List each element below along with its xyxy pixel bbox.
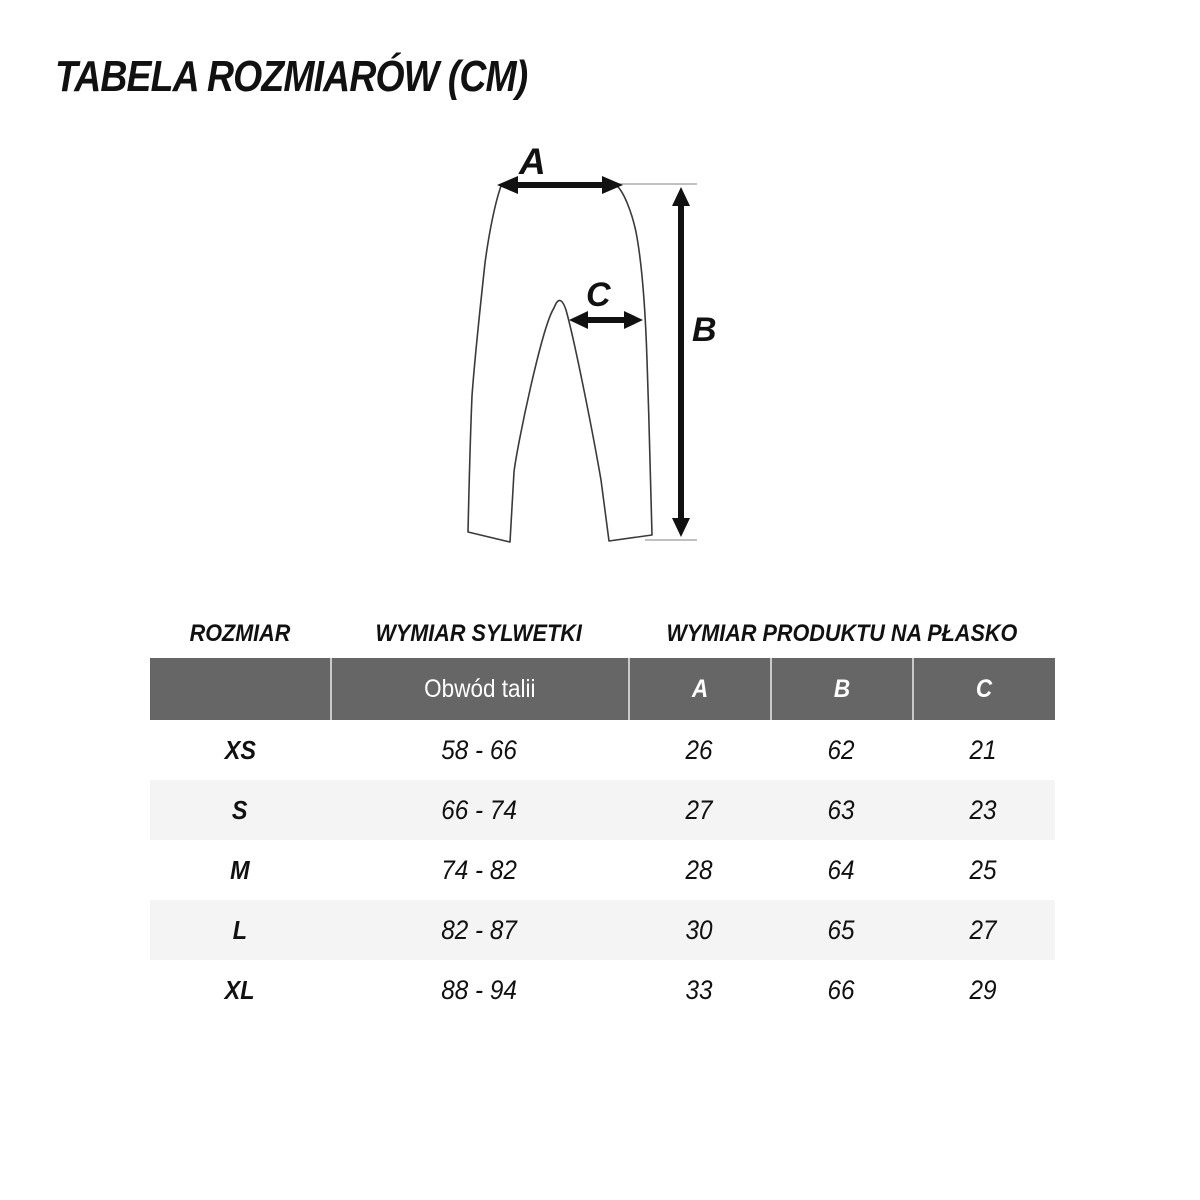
header-cell-size (150, 658, 330, 720)
cell-c: 29 (969, 974, 998, 1005)
table-row-xs (150, 720, 1055, 780)
cell-a: 27 (685, 794, 713, 825)
section-header-rozmiar: ROZMIAR (189, 620, 291, 647)
pants-measurement-diagram (440, 128, 770, 578)
label-c: C (586, 276, 611, 314)
header-cell-a: A (628, 658, 770, 720)
section-header-wymiar-sylwetki: WYMIAR SYLWETKI (375, 620, 583, 647)
table-row-s (150, 780, 1055, 840)
cell-waist: 58 - 66 (441, 734, 517, 765)
dimension-arrow-b (672, 187, 690, 537)
dimension-arrow-a (497, 176, 623, 194)
header-cell-c: C (912, 658, 1055, 720)
cell-waist: 82 - 87 (441, 914, 517, 945)
cell-size: S (232, 794, 248, 825)
cell-c: 25 (969, 854, 998, 885)
cell-waist: 66 - 74 (441, 794, 517, 825)
table-row-l (150, 900, 1055, 960)
header-cell-waist: Obwód talii (330, 658, 628, 720)
cell-a: 30 (685, 914, 713, 945)
cell-c: 27 (969, 914, 998, 945)
section-header-wymiar-produktu: WYMIAR PRODUKTU NA PŁASKO (666, 620, 1017, 647)
cell-b: 64 (827, 854, 855, 885)
table-section-headers (150, 612, 1055, 658)
cell-size: L (232, 914, 248, 945)
table-row-m (150, 840, 1055, 900)
cell-c: 21 (969, 734, 998, 765)
pants-outline (468, 186, 652, 542)
label-a: A (519, 141, 546, 182)
header-cell-b: B (770, 658, 912, 720)
cell-a: 28 (685, 854, 713, 885)
cell-b: 62 (827, 734, 855, 765)
table-header-row (150, 658, 1055, 720)
cell-b: 65 (827, 914, 855, 945)
label-b: B (692, 311, 717, 349)
cell-waist: 74 - 82 (441, 854, 517, 885)
cell-b: 66 (827, 974, 855, 1005)
cell-size: M (230, 854, 250, 885)
cell-waist: 88 - 94 (441, 974, 517, 1005)
size-table (150, 612, 1055, 1020)
cell-a: 33 (685, 974, 713, 1005)
cell-c: 23 (969, 794, 998, 825)
table-row-xl (150, 960, 1055, 1020)
cell-b: 63 (827, 794, 855, 825)
cell-size: XL (225, 974, 255, 1005)
cell-size: XS (224, 734, 256, 765)
cell-a: 26 (685, 734, 713, 765)
page-title: TABELA ROZMIARÓW (CM) (55, 52, 528, 101)
